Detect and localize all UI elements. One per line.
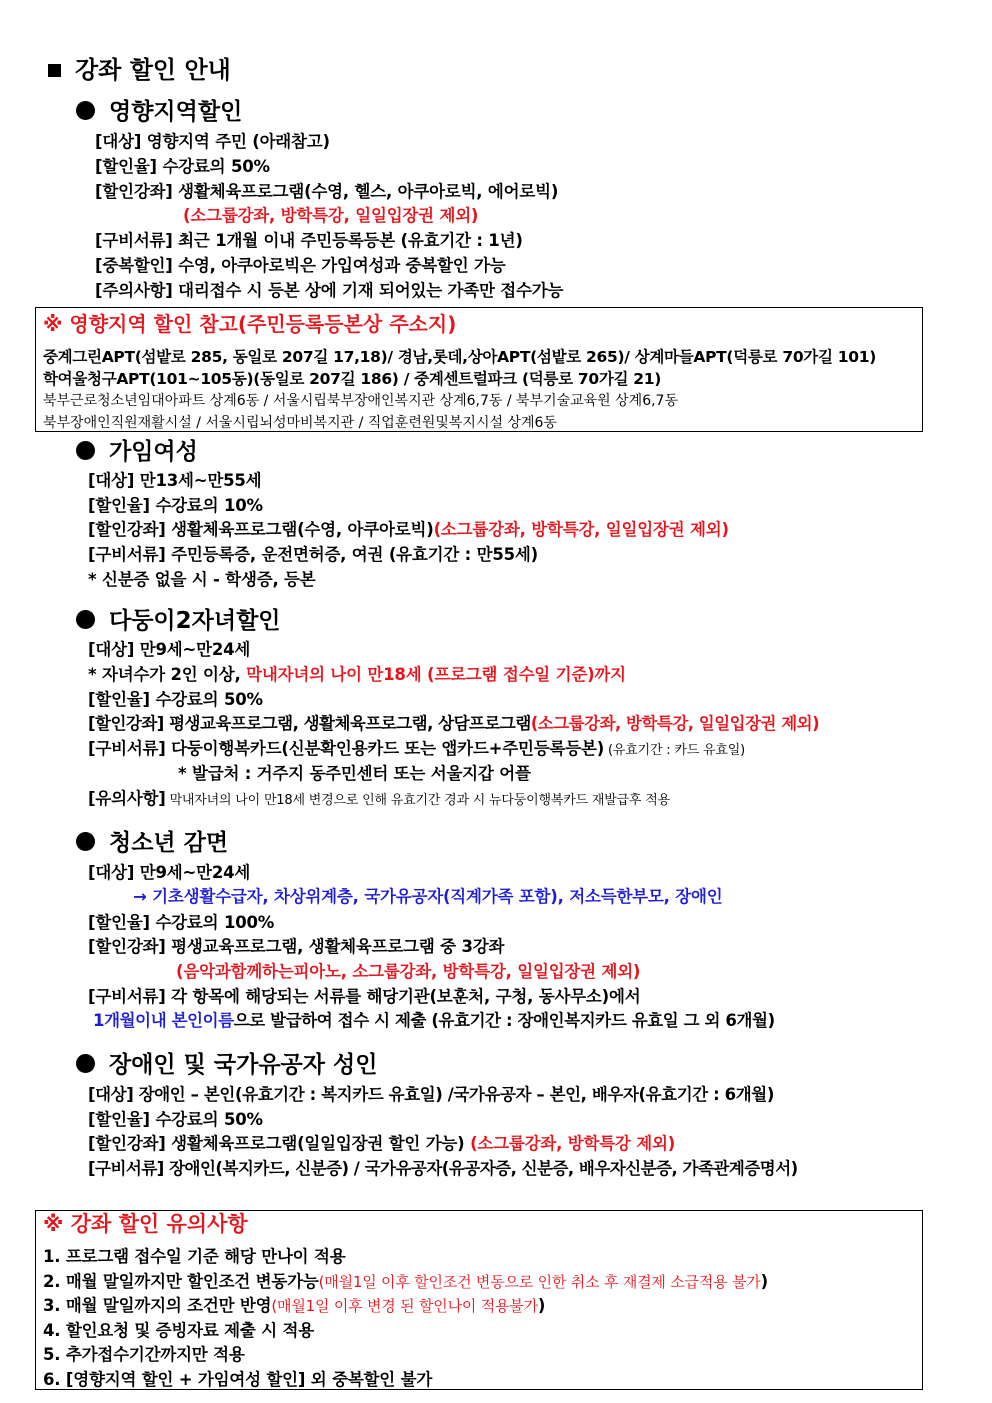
s1-duplicate: [중복할인] 수영, 아쿠아로빅은 가입여성과 중복할인 가능 (95, 256, 506, 275)
section-heading-disabled: 장애인 및 국가유공자 성인 (76, 1046, 377, 1079)
page-title-text: 강좌 할인 안내 (75, 56, 231, 84)
s1-course: [할인강좌] 생활체육프로그램(수영, 헬스, 아쿠아로빅, 에어로빅) (95, 182, 559, 201)
note-2: 2. 매월 말일까지만 할인조건 변동가능(매월1일 이후 할인조건 변동으로 인한 취소 후 재결제 소급적용 불가) (43, 1272, 768, 1291)
s1-target: [대상] 영향지역 주민 (아래참고) (95, 132, 330, 151)
page-title (48, 50, 231, 85)
s2-rate: [할인율] 수강료의 10% (88, 496, 263, 515)
s1-course-exclusion: (소그룹강좌, 방학특강, 일일입장권 제외) (183, 206, 479, 225)
circle-bullet-icon (76, 832, 95, 851)
section-heading-youth: 청소년 감면 (76, 824, 228, 857)
s4-rate: [할인율] 수강료의 100% (88, 913, 275, 932)
notes-heading: ※ 강좌 할인 유의사항 (43, 1212, 248, 1236)
note-4: 4. 할인요청 및 증빙자료 제출 시 적용 (43, 1321, 314, 1340)
s5-course: [할인강좌] 생활체육프로그램(일일입장권 할인 가능) (소그룹강좌, 방학특강 제외) (88, 1134, 676, 1153)
s5-rate: [할인율] 수강료의 50% (88, 1110, 263, 1129)
s5-target: [대상] 장애인 – 본인(유효기간 : 복지카드 유효일) /국가유공자 – 본인, 배우자(유효기간 : 6개월) (88, 1085, 774, 1104)
s3-rate: [할인율] 수강료의 50% (88, 690, 263, 709)
s3-docs: [구비서류] 다둥이행복카드(신분확인용카드 또는 앱카드+주민등록등본) (유효기간 : 카드 유효일) (88, 739, 745, 758)
circle-bullet-icon (76, 101, 95, 120)
s3-note: [유의사항] 막내자녀의 나이 만18세 변경으로 인해 유효기간 경과 시 뉴다둥이행복카드 재발급후 적용 (88, 789, 670, 808)
s4-docs-detail: 1개월이내 본인이름으로 발급하여 접수 시 제출 (유효기간 : 장애인복지카드 유효일 그 외 6개월) (93, 1011, 775, 1030)
s3-issue: * 발급처 : 거주지 동주민센터 또는 서울지갑 어플 (178, 764, 531, 783)
section-heading-local: 영향지역할인 (76, 93, 242, 126)
reference-line-2: 학여울청구APT(101~105동)(동일로 207길 186) / 중계센트럴파크 (덕릉로 70가길 21) (43, 370, 662, 388)
s2-course: [할인강좌] 생활체육프로그램(수영, 아쿠아로빅)(소그룹강좌, 방학특강, 일일입장권 제외) (88, 520, 729, 539)
reference-line-1: 중계그린APT(섬밭로 285, 동일로 207길 17,18)/ 경남,롯데,상아APT(섬밭로 265)/ 상계마들APT(덕릉로 70가길 101) (43, 348, 876, 366)
s1-docs: [구비서류] 최근 1개월 이내 주민등록등본 (유효기간 : 1년) (95, 231, 523, 250)
s3-course: [할인강좌] 평생교육프로그램, 생활체육프로그램, 상담프로그램(소그룹강좌, 방학특강, 일일입장권 제외) (88, 714, 820, 733)
s3-condition: * 자녀수가 2인 이상, 막내자녀의 나이 만18세 (프로그램 접수일 기준)까지 (88, 665, 626, 684)
section-heading-women: 가임여성 (76, 433, 198, 466)
note-3: 3. 매월 말일까지의 조건만 반영(매월1일 이후 변경 된 할인나이 적용불가) (43, 1296, 546, 1315)
circle-bullet-icon (76, 441, 95, 460)
s5-docs: [구비서류] 장애인(복지카드, 신분증) / 국가유공자(유공자증, 신분증, 배우자신분증, 가족관계증명서) (88, 1159, 798, 1178)
s4-course-exclusion: (음악과함께하는피아노, 소그룹강좌, 방학특강, 일일입장권 제외) (176, 962, 641, 981)
s1-rate: [할인율] 수강료의 50% (95, 157, 270, 176)
circle-bullet-icon (76, 610, 95, 629)
note-6: 6. [영향지역 할인 + 가임여성 할인] 외 중복할인 불가 (43, 1370, 433, 1389)
reference-line-3: 북부근로청소년임대아파트 상계6동 / 서울시립북부장애인복지관 상계6,7동 / 북부기술교육원 상계6,7동 (43, 393, 678, 409)
square-bullet-icon (48, 64, 61, 77)
s1-note: [주의사항] 대리접수 시 등본 상에 기재 되어있는 가족만 접수가능 (95, 281, 564, 300)
s4-target: [대상] 만9세~만24세 (88, 863, 251, 882)
s4-docs: [구비서류] 각 항목에 해당되는 서류를 해당기관(보훈처, 구청, 동사무소)에서 (88, 987, 641, 1006)
s2-note: * 신분증 없을 시 - 학생증, 등본 (88, 570, 316, 589)
s4-course: [할인강좌] 평생교육프로그램, 생활체육프로그램 중 3강좌 (88, 937, 505, 956)
note-5: 5. 추가접수기간까지만 적용 (43, 1345, 245, 1364)
reference-heading: ※ 영향지역 할인 참고(주민등록등본상 주소지) (43, 312, 457, 336)
s2-target: [대상] 만13세~만55세 (88, 471, 262, 490)
note-1: 1. 프로그램 접수일 기준 해당 만나이 적용 (43, 1247, 346, 1266)
s3-target: [대상] 만9세~만24세 (88, 640, 251, 659)
circle-bullet-icon (76, 1054, 95, 1073)
section-heading-multichild: 다둥이2자녀할인 (76, 602, 281, 635)
s4-target-detail: → 기초생활수급자, 차상위계층, 국가유공자(직계가족 포함), 저소득한부모, 장애인 (133, 887, 723, 906)
s2-docs: [구비서류] 주민등록증, 운전면허증, 여권 (유효기간 : 만55세) (88, 545, 538, 564)
reference-line-4: 북부장애인직원재활시설 / 서울시립뇌성마비복지관 / 직업훈련원및복지시설 상계6동 (43, 415, 557, 431)
